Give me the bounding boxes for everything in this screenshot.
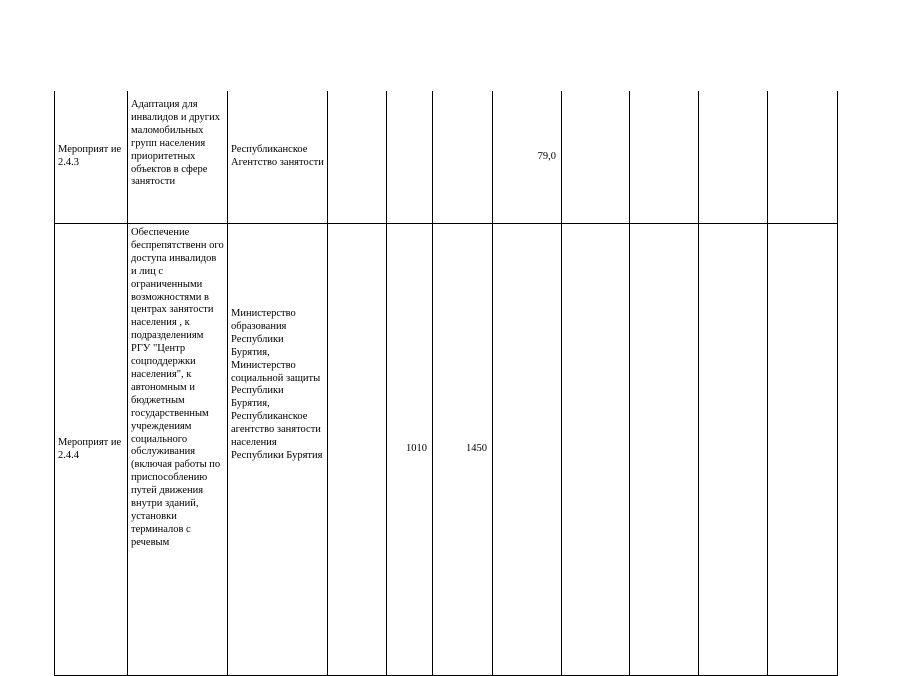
responsible-executor-cell: Министерство образования Республики Бурятия, Министерство социальной защиты Республики Бурятия, Республиканское агентство занятости населения Республики Бурятия <box>228 224 328 676</box>
value-cell <box>630 91 699 224</box>
value-cell <box>699 224 768 676</box>
value-cell <box>768 91 838 224</box>
program-activities-table <box>54 91 838 676</box>
value-cell <box>768 224 838 676</box>
value-cell <box>630 224 699 676</box>
activity-id-cell: Мероприят ие 2.4.3 <box>55 91 128 224</box>
activity-description-cell: Обеспечение беспрепятственн ого доступа инвалидов и лиц с ограниченными возможностями в центрах занятости населения , к подразделениям РГУ "Центр соцподдержки населения", к автономным и бюджетным государственным учреждениям социального обслуживания (включая работы по приспособлению путей движения внутри зданий, установки терминалов с речевым <box>128 224 228 676</box>
value-cell <box>493 224 562 676</box>
value-cell <box>328 224 387 676</box>
value-cell <box>387 91 433 224</box>
activity-id-cell: Мероприят ие 2.4.4 <box>55 224 128 676</box>
value-cell <box>433 91 493 224</box>
table-row <box>55 91 838 224</box>
value-cell: 79,0 <box>493 91 562 224</box>
value-cell: 1450 <box>433 224 493 676</box>
value-cell <box>699 91 768 224</box>
value-cell <box>328 91 387 224</box>
table-row <box>55 224 838 676</box>
activity-description-cell: Адаптация для инвалидов и других маломобильных групп населения приоритетных объектов в сфере занятости <box>128 91 228 224</box>
value-cell <box>562 91 630 224</box>
value-cell <box>562 224 630 676</box>
value-cell: 1010 <box>387 224 433 676</box>
responsible-executor-cell: Республиканское Агентство занятости <box>228 91 328 224</box>
